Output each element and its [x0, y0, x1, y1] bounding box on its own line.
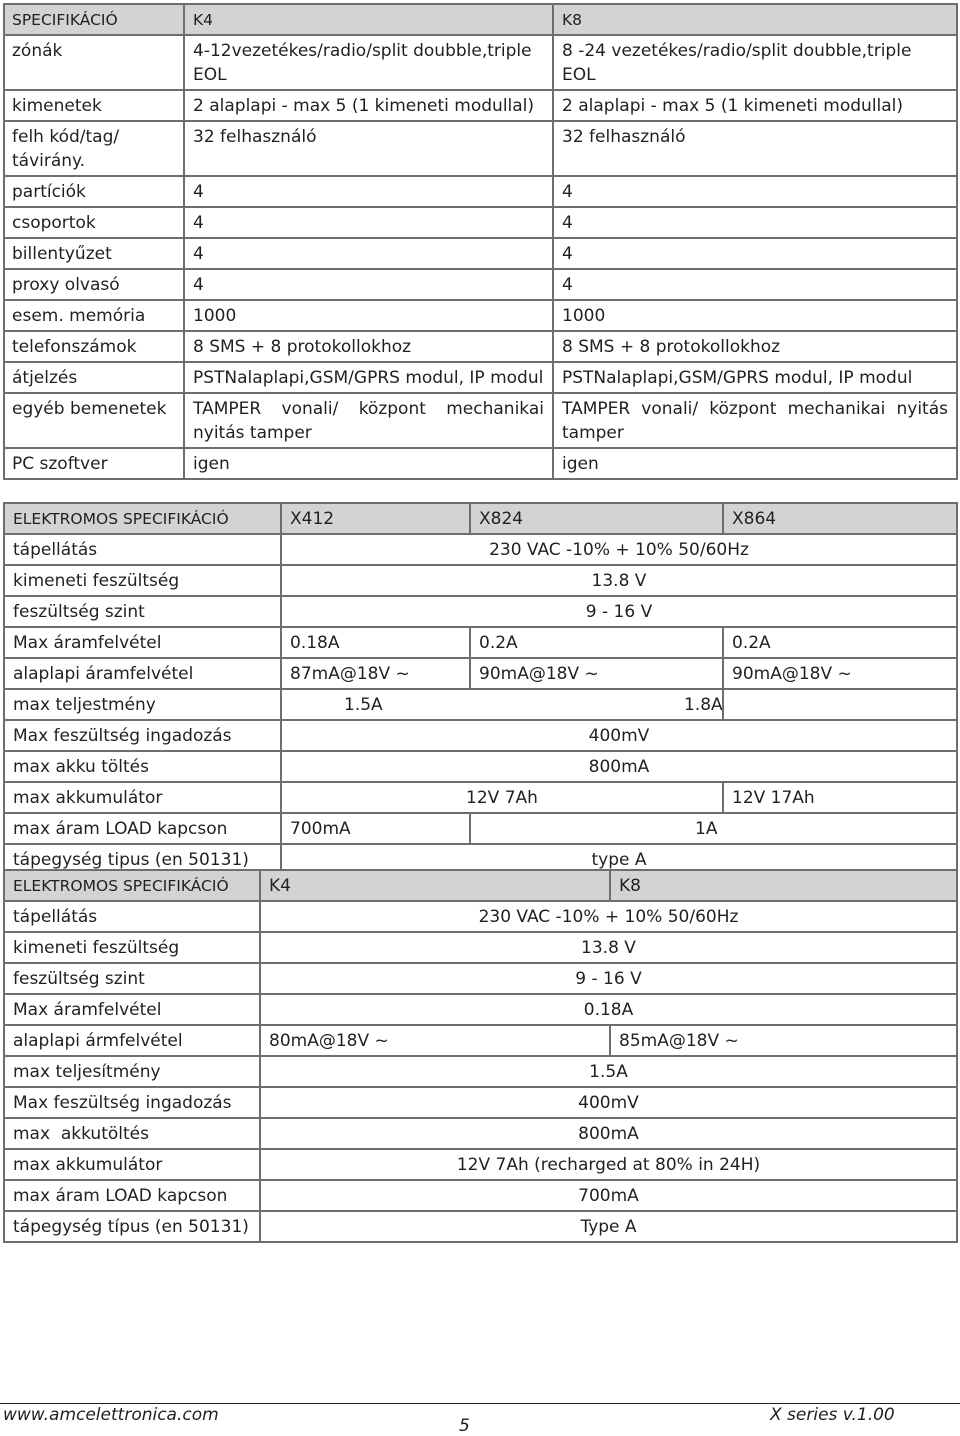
table-row [4, 751, 957, 782]
row-label: Max feszültség ingadozás [4, 1087, 260, 1118]
electrical-k-header [4, 870, 957, 901]
row-label: Max feszültség ingadozás [4, 720, 281, 751]
table-row [4, 176, 957, 207]
table-row [4, 238, 957, 269]
table-cell: 2 alaplapi - max 5 (1 kimeneti modullal) [553, 90, 957, 121]
table-cell: 800mA [260, 1118, 957, 1149]
row-label: tápegység típus (en 50131) [4, 1211, 260, 1242]
table-cell: TAMPER vonali/ központ mechanikai nyitás tamper [553, 393, 957, 448]
row-label: alaplapi áramfelvétel [4, 658, 281, 689]
row-label: csoportok [4, 207, 184, 238]
table-cell: 9 - 16 V [260, 963, 957, 994]
row-label: Max áramfelvétel [4, 994, 260, 1025]
spec-table [3, 3, 958, 480]
electrical-spec-table-x [3, 502, 958, 876]
row-label: kimenetek [4, 90, 184, 121]
table-cell: 1000 [553, 300, 957, 331]
row-label: partíciók [4, 176, 184, 207]
table-cell: 4 [553, 176, 957, 207]
table-cell: 400mV [281, 720, 957, 751]
row-label: max akku töltés [4, 751, 281, 782]
row-label: tápellátás [4, 534, 281, 565]
table-cell: 0.18A [281, 627, 470, 658]
table-cell: PSTNalaplapi,GSM/GPRS modul, IP modul [553, 362, 957, 393]
table-cell: 700mA [260, 1180, 957, 1211]
row-label: kimeneti feszültség [4, 565, 281, 596]
row-label: felh kód/tag/ távirány. [4, 121, 184, 176]
table-cell: 4 [184, 238, 553, 269]
table-row [4, 658, 957, 689]
row-label: alaplapi ármfelvétel [4, 1025, 260, 1056]
header-cell: K4 [184, 4, 553, 35]
row-label: tápellátás [4, 901, 260, 932]
header-cell: ELEKTROMOS SPECIFIKÁCIÓ [4, 503, 281, 534]
row-label: max áram LOAD kapcson [4, 1180, 260, 1211]
row-label: Max áramfelvétel [4, 627, 281, 658]
header-cell: K8 [553, 4, 957, 35]
table-cell: 4 [553, 269, 957, 300]
table-cell: 13.8 V [281, 565, 957, 596]
row-label: max áram LOAD kapcson [4, 813, 281, 844]
electrical-spec-table-k [3, 869, 958, 1243]
table-cell: 32 felhasználó [553, 121, 957, 176]
table-cell: 90mA@18V ~ [723, 658, 957, 689]
table-cell: type A [281, 844, 957, 875]
table-cell: 1000 [184, 300, 553, 331]
table-row [4, 207, 957, 238]
table-cell: 400mV [260, 1087, 957, 1118]
row-label: max akkutöltés [4, 1118, 260, 1149]
table-cell: 0.2A [723, 627, 957, 658]
table-cell: TAMPER vonali/ központ mechanikai nyitás tamper [184, 393, 553, 448]
table-row [4, 300, 957, 331]
table-row [4, 596, 957, 627]
table-row [4, 331, 957, 362]
table-cell: 0.18A [260, 994, 957, 1025]
row-label: kimeneti feszültség [4, 932, 260, 963]
header-cell: X412 [281, 503, 470, 534]
table-row [4, 90, 957, 121]
header-cell: X824 [470, 503, 723, 534]
table-row [4, 1025, 957, 1056]
row-label: max akkumulátor [4, 1149, 260, 1180]
table-row [4, 534, 957, 565]
table-cell: 80mA@18V ~ [260, 1025, 610, 1056]
table-row [4, 932, 957, 963]
table-cell: 4 [184, 269, 553, 300]
table-cell: 4 [184, 207, 553, 238]
row-label: feszültség szint [4, 596, 281, 627]
table-cell: 8 SMS + 8 protokollokhoz [184, 331, 553, 362]
row-label: tápegység tipus (en 50131) [4, 844, 281, 875]
table-row [4, 35, 957, 90]
electrical-x-header [4, 503, 957, 534]
header-cell: K8 [610, 870, 957, 901]
table-cell: 230 VAC -10% + 10% 50/60Hz [260, 901, 957, 932]
table-cell: 2 alaplapi - max 5 (1 kimeneti modullal) [184, 90, 553, 121]
table-row [4, 689, 957, 720]
table-row [4, 448, 957, 479]
row-label: proxy olvasó [4, 269, 184, 300]
table-cell: 1A [470, 813, 957, 844]
table-cell: 4 [184, 176, 553, 207]
table-row [4, 994, 957, 1025]
table-row [4, 782, 957, 813]
table-cell: 4 [553, 207, 957, 238]
table-cell: 9 - 16 V [281, 596, 957, 627]
table-row [4, 720, 957, 751]
row-label: feszültség szint [4, 963, 260, 994]
table-cell: 90mA@18V ~ [470, 658, 723, 689]
table-row [4, 963, 957, 994]
table-cell: 800mA [281, 751, 957, 782]
table-row [4, 565, 957, 596]
row-label: max akkumulátor [4, 782, 281, 813]
table-cell: 12V 7Ah (recharged at 80% in 24H) [260, 1149, 957, 1180]
table-row [4, 813, 957, 844]
header-cell: ELEKTROMOS SPECIFIKÁCIÓ [4, 870, 260, 901]
table-cell: 13.8 V [260, 932, 957, 963]
header-cell: X864 [723, 503, 957, 534]
footer-divider [0, 1403, 960, 1404]
table-row [4, 901, 957, 932]
table-row [4, 393, 957, 448]
row-label: billentyűzet [4, 238, 184, 269]
table-row [4, 1211, 957, 1242]
table-cell: Type A [260, 1211, 957, 1242]
table-cell: igen [553, 448, 957, 479]
row-label: átjelzés [4, 362, 184, 393]
table-cell: 0.2A [470, 627, 723, 658]
table-cell: 8 SMS + 8 protokollokhoz [553, 331, 957, 362]
table-cell: 1.5A [260, 1056, 957, 1087]
table-cell: 230 VAC -10% + 10% 50/60Hz [281, 534, 957, 565]
row-label: esem. memória [4, 300, 184, 331]
table-cell: 1.8A [683, 689, 917, 720]
row-label: telefonszámok [4, 331, 184, 362]
table-cell: 4-12vezetékes/radio/split doubble,triple EOL [184, 35, 553, 90]
footer-version: X series v.1.00 [770, 1405, 895, 1425]
table-row [4, 1087, 957, 1118]
spec-table-header [4, 4, 957, 35]
table-row [4, 121, 957, 176]
page-number: 5 [459, 1416, 470, 1436]
table-cell: 1.5A [281, 689, 723, 720]
row-label: egyéb bemenetek [4, 393, 184, 448]
table-cell: 700mA [281, 813, 470, 844]
table-row [4, 1118, 957, 1149]
table-row [4, 362, 957, 393]
table-row [4, 627, 957, 658]
row-label: max teljesítmény [4, 1056, 260, 1087]
table-row [4, 1180, 957, 1211]
table-cell: igen [184, 448, 553, 479]
row-label: PC szoftver [4, 448, 184, 479]
header-cell: K4 [260, 870, 610, 901]
row-label: max teljestmény [4, 689, 281, 720]
table-row [4, 1056, 957, 1087]
table-row [4, 269, 957, 300]
table-cell: 87mA@18V ~ [281, 658, 470, 689]
table-cell: PSTNalaplapi,GSM/GPRS modul, IP modul [184, 362, 553, 393]
table-cell: 85mA@18V ~ [610, 1025, 957, 1056]
footer-website: www.amcelettronica.com [3, 1405, 219, 1425]
table-cell: 12V 17Ah [723, 782, 957, 813]
table-cell: 8 -24 vezetékes/radio/split doubble,triple EOL [553, 35, 957, 90]
table-row [4, 1149, 957, 1180]
header-cell: SPECIFIKÁCIÓ [4, 4, 184, 35]
table-cell: 4 [553, 238, 957, 269]
table-cell: 32 felhasználó [184, 121, 553, 176]
row-label: zónák [4, 35, 184, 90]
table-cell: 12V 7Ah [281, 782, 723, 813]
